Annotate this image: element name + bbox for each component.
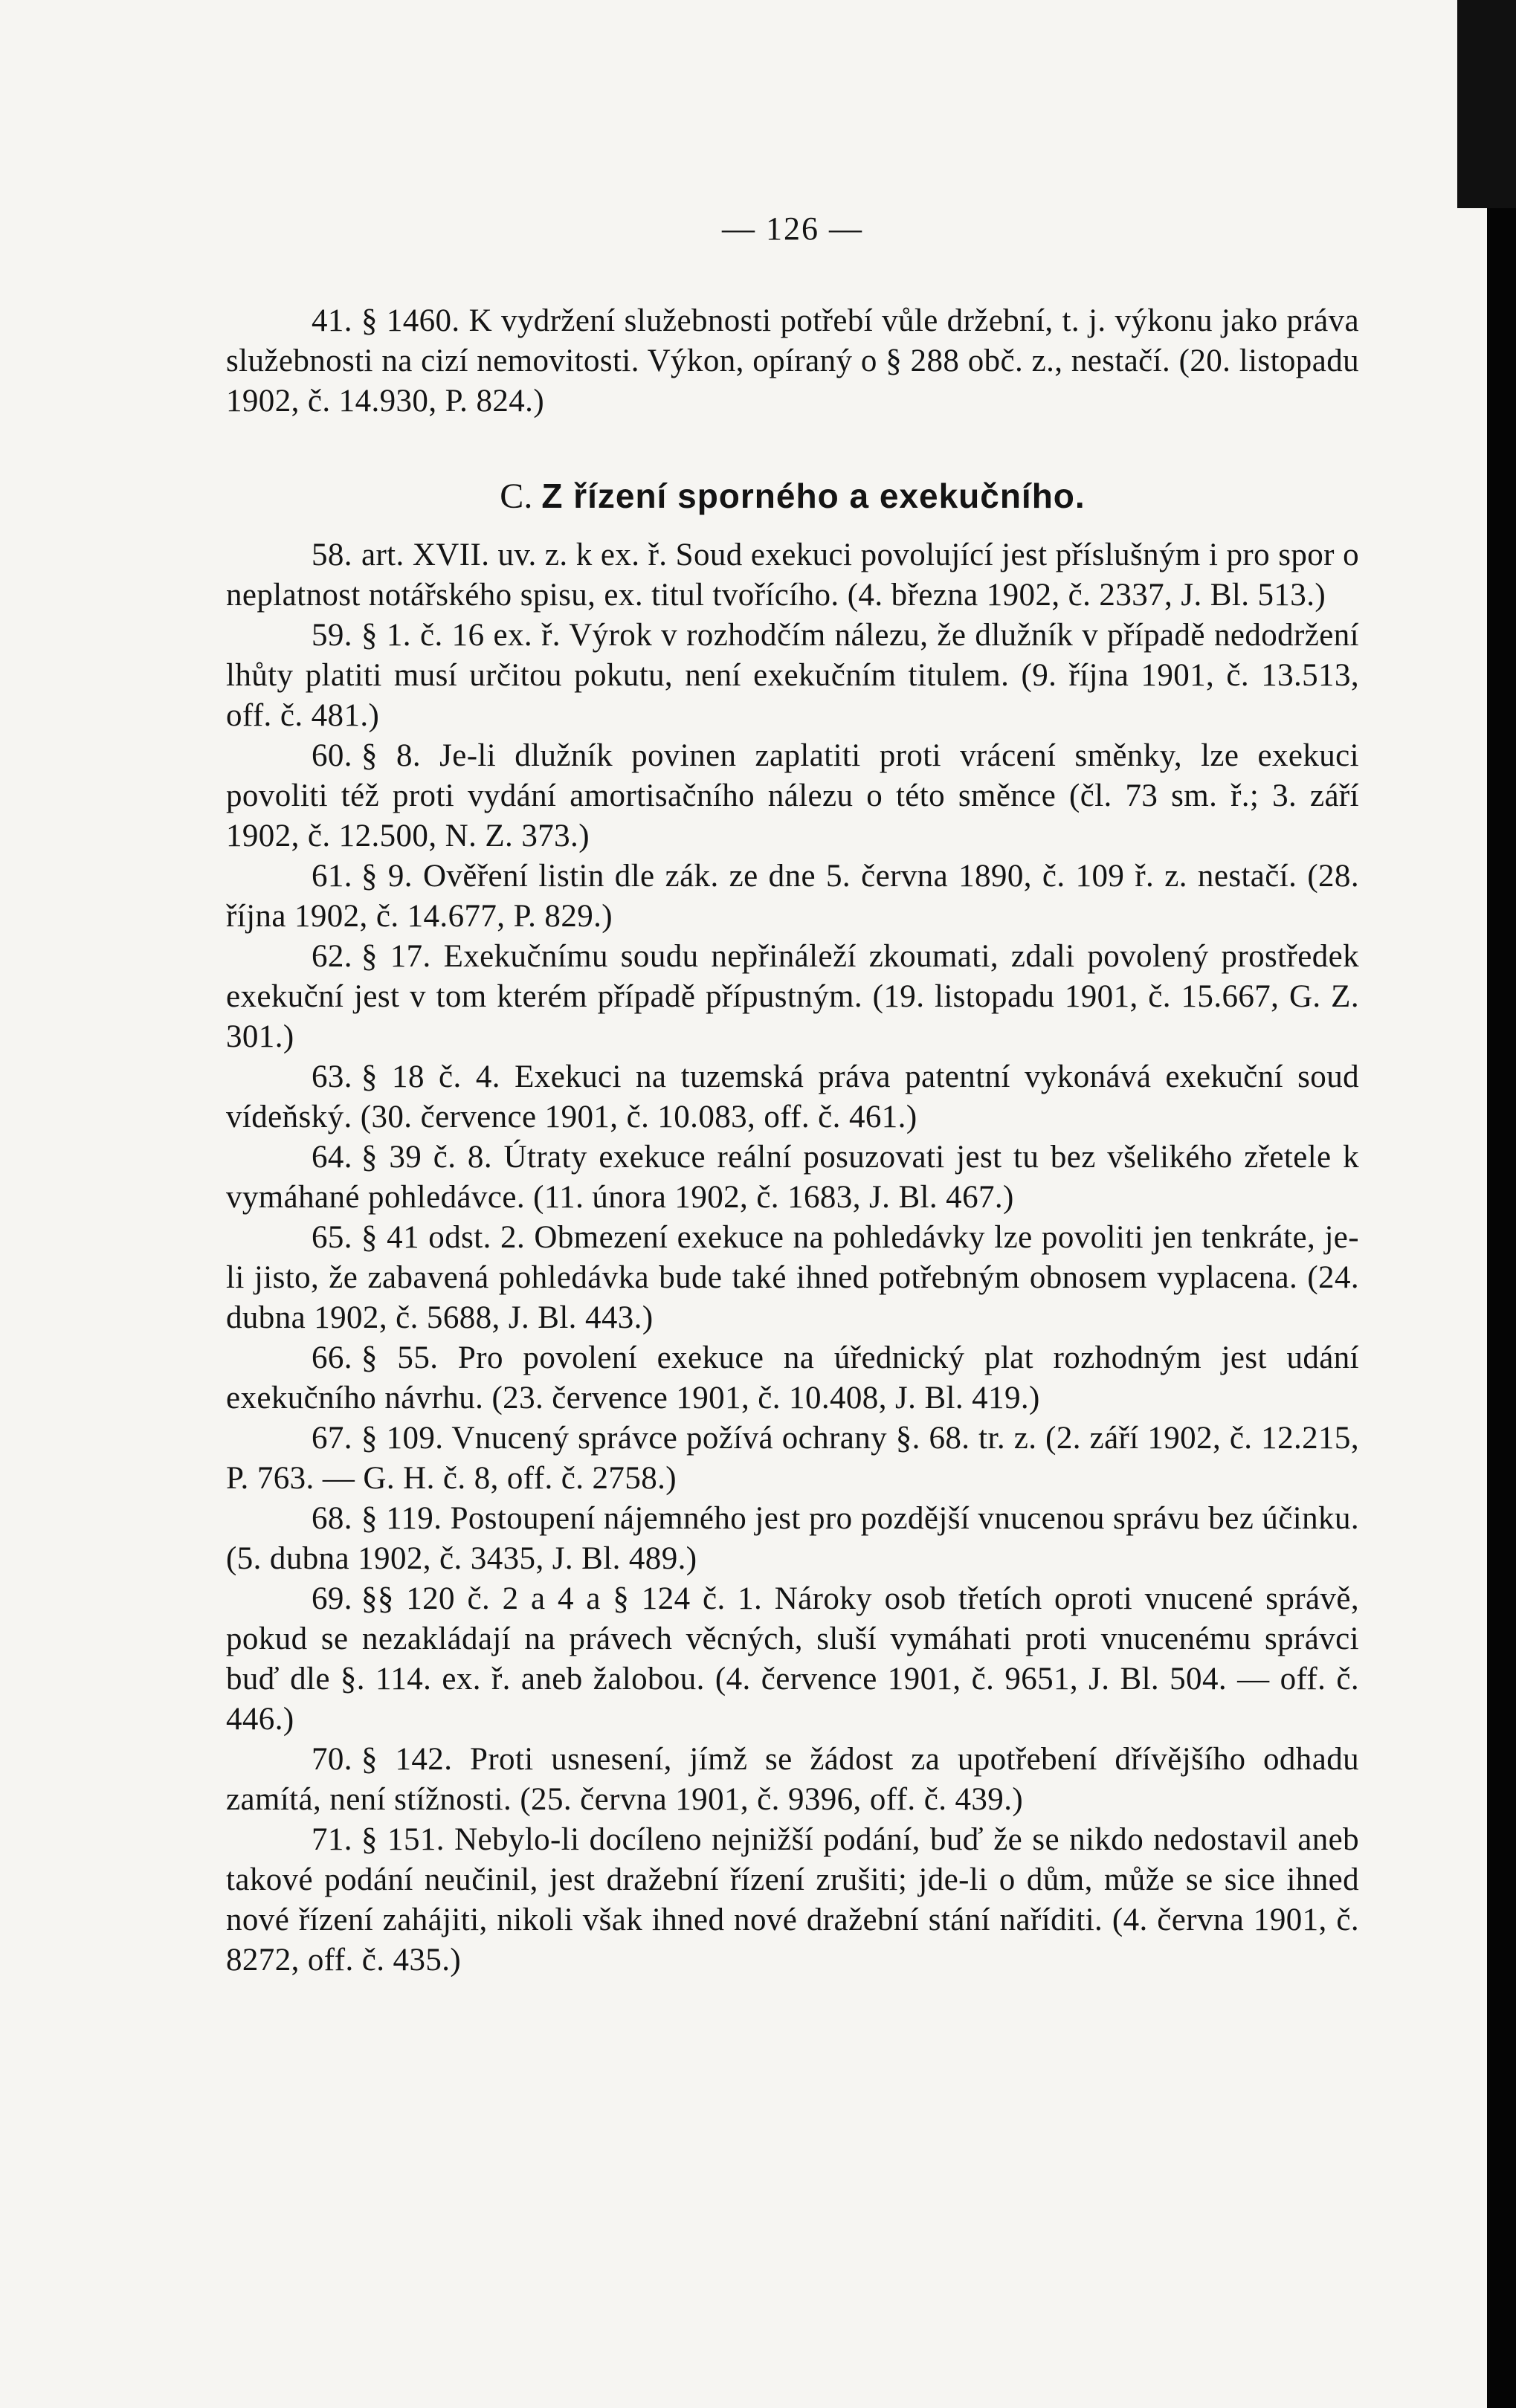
entry-number: 71.: [312, 1822, 352, 1857]
entry-text: § 119. Postoupení nájemného jest pro pozdější vnucenou správu bez účinku. (5. dubna 1902, č. 3435, J. Bl. 489.): [226, 1501, 1359, 1576]
entry-number: 60.: [312, 738, 352, 773]
entry-number: 69.: [312, 1581, 352, 1616]
entry-text: § 109. Vnucený správce požívá ochrany §. 68. tr. z. (2. září 1902, č. 12.215, P. 763. — G. H. č. 8, off. č. 2758.): [226, 1421, 1359, 1496]
entry: [226, 616, 1359, 736]
entry: [226, 1218, 1359, 1338]
entry-number: 63.: [312, 1059, 352, 1094]
section-title: Z řízení sporného a exekučního.: [541, 477, 1086, 515]
entry-text: § 8. Je-li dlužník povinen zaplatiti proti vrácení směnky, lze exekuci povoliti též proti vydání amortisačního nálezu o této směnce (čl. 73 sm. ř.; 3. září 1902, č. 12.500, N. Z. 373.): [226, 738, 1359, 853]
entry: [226, 937, 1359, 1057]
entry-text: § 39 č. 8. Útraty exekuce reální posuzovati jest tu bez všelikého zřetele k vymáhané pohledávce. (11. února 1902, č. 1683, J. Bl. 467.): [226, 1140, 1359, 1215]
entry: [226, 1820, 1359, 1981]
entry-text: § 41 odst. 2. Obmezení exekuce na pohledávky lze povoliti jen tenkráte, je-li jisto, že zabavená pohledávka bude také ihned potřebným obnosem vyplacena. (24. dubna 1902, č. 5688, J. Bl. 443.): [226, 1220, 1359, 1335]
entry-text: § 9. Ověření listin dle zák. ze dne 5. června 1890, č. 109 ř. z. nestačí. (28. října 1902, č. 14.677, P. 829.): [226, 859, 1359, 934]
entry-text: § 17. Exekučnímu soudu nepřináleží zkoumati, zdali povolený prostředek exekuční jest v tom kterém případě přípustným. (19. listopadu 1901, č. 15.667, G. Z. 301.): [226, 939, 1359, 1054]
entry-number: 70.: [312, 1742, 352, 1777]
entry-number: 67.: [312, 1421, 352, 1456]
entry-list: [226, 535, 1359, 1981]
page-number: — 126 —: [722, 210, 863, 247]
section-letter: C.: [500, 477, 533, 516]
entry: [226, 1499, 1359, 1579]
entry-number: 41.: [312, 303, 352, 338]
entry-number: 62.: [312, 939, 352, 974]
entry-number: 68.: [312, 1501, 352, 1536]
section-heading: [226, 476, 1359, 517]
entry-number: 65.: [312, 1220, 352, 1255]
entry: [226, 535, 1359, 616]
entry-list-top: [226, 301, 1359, 422]
entry-number: 64.: [312, 1140, 352, 1175]
entry-number: 61.: [312, 859, 352, 894]
entry-number: 66.: [312, 1340, 352, 1375]
entry-text: art. XVII. uv. z. k ex. ř. Soud exekuci povolující jest příslušným i pro spor o neplatnost notářského spisu, ex. titul tvořícího. (4. března 1902, č. 2337, J. Bl. 513.): [226, 538, 1359, 613]
entry: [226, 736, 1359, 856]
entry: [226, 1740, 1359, 1820]
entry: [226, 1057, 1359, 1137]
entry-text: § 142. Proti usnesení, jímž se žádost za upotřebení dřívějšího odhadu zamítá, není stížnosti. (25. června 1901, č. 9396, off. č. 439.): [226, 1742, 1359, 1817]
entry-text: § 1460. K vydržení služebnosti potřebí vůle držební, t. j. výkonu jako práva služebnosti na cizí nemovitosti. Výkon, opíraný o § 288 obč. z., nestačí. (20. listopadu 1902, č. 14.930, P. 824.): [226, 303, 1359, 419]
entry-text: § 1. č. 16 ex. ř. Výrok v rozhodčím nálezu, že dlužník v případě nedodržení lhůty platiti musí určitou pokutu, není exekučním titulem. (9. října 1901, č. 13.513, off. č. 481.): [226, 618, 1359, 733]
entry: [226, 856, 1359, 937]
scan-border-top: [1457, 0, 1516, 208]
entry-number: 58.: [312, 538, 352, 572]
entry-text: § 18 č. 4. Exekuci na tuzemská práva patentní vykonává exekuční soud vídeňský. (30. července 1901, č. 10.083, off. č. 461.): [226, 1059, 1359, 1134]
entry: [226, 1137, 1359, 1218]
entry-text: §§ 120 č. 2 a 4 a § 124 č. 1. Nároky osob třetích oproti vnucené správě, pokud se nezakládají na právech věcných, sluší vymáhati proti vnucenému správci buď dle §. 114. ex. ř. aneb žalobou. (4. července 1901, č. 9651, J. Bl. 504. — off. č. 446.): [226, 1581, 1359, 1737]
entry-text: § 55. Pro povolení exekuce na úřednický plat rozhodným jest udání exekučního návrhu. (23. července 1901, č. 10.408, J. Bl. 419.): [226, 1340, 1359, 1416]
entry: [226, 1579, 1359, 1740]
entry: [226, 1338, 1359, 1418]
entry-text: § 151. Nebylo-li docíleno nejnižší podání, buď že se nikdo nedostavil aneb takové podání neučinil, jest dražební řízení zrušiti; jde-li o dům, může se sice ihned nové řízení zahájiti, nikoli však ihned nové dražební stání naříditi. (4. června 1901, č. 8272, off. č. 435.): [226, 1822, 1359, 1978]
scan-border: [1487, 0, 1516, 2408]
entry: [226, 1418, 1359, 1499]
entry: [226, 301, 1359, 422]
entry-number: 59.: [312, 618, 352, 653]
